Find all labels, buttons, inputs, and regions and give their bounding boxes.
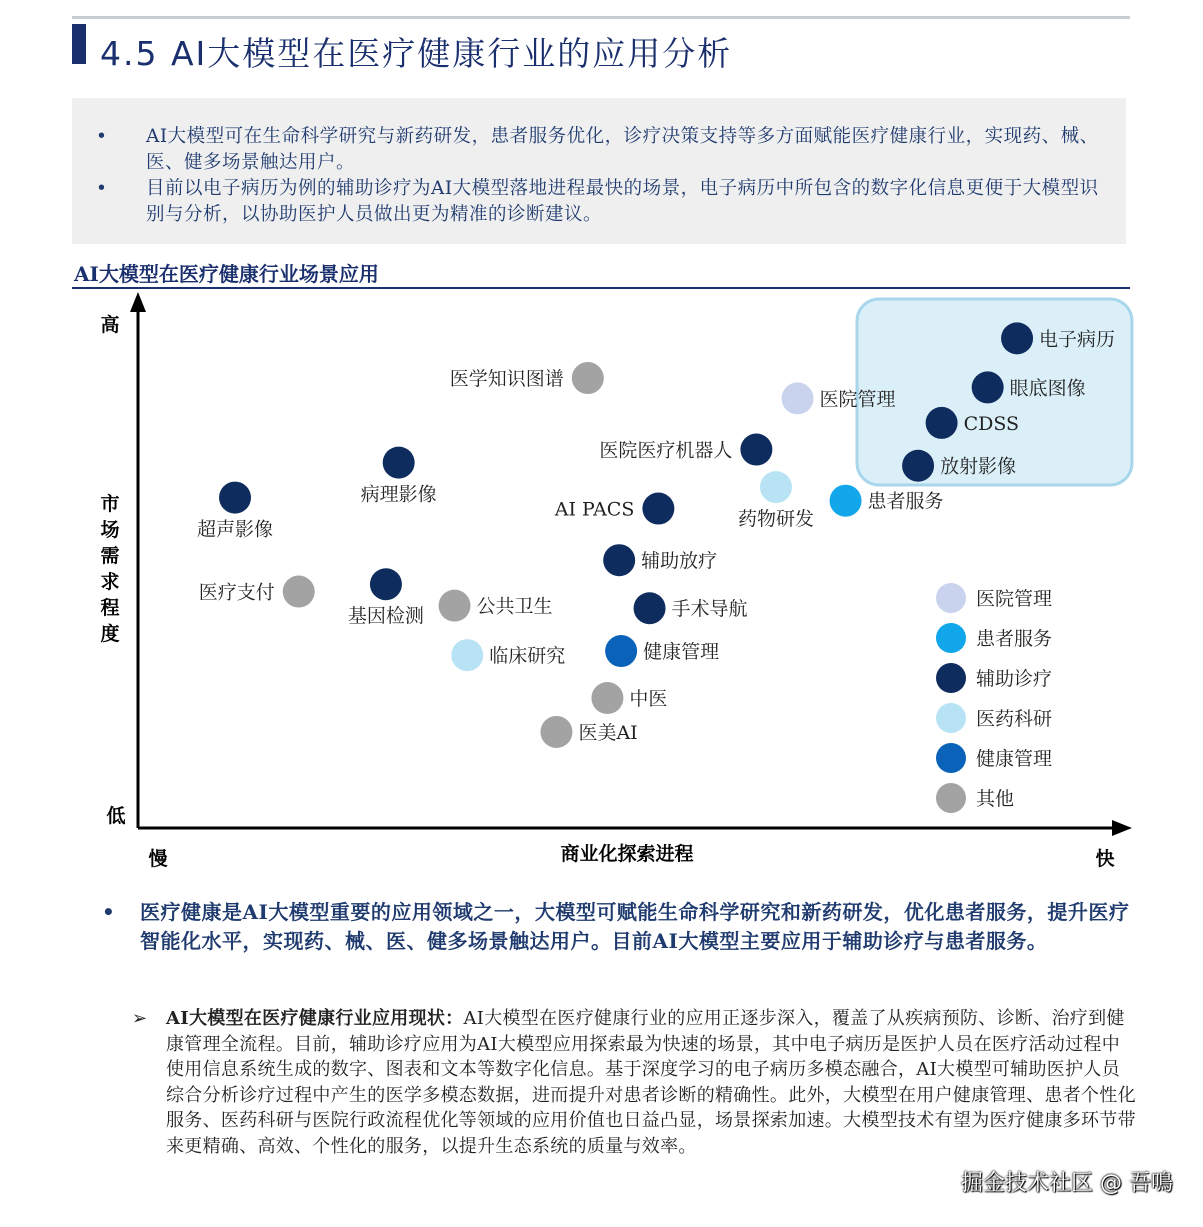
data-point-label: 医院管理 [819,388,896,411]
x-axis-title: 商业化探索进程 [560,843,694,865]
legend-label: 健康管理 [976,748,1053,770]
data-point-label: 医院医疗机器人 [599,439,733,462]
y-axis-title-char: 求 [100,571,120,593]
status-paragraph-body: AI大模型在医疗健康行业的应用正逐步深入，覆盖了从疾病预防、诊断、治疗到健康管理全流程。目前，辅助诊疗应用为AI大模型应用探索最为快速的场景，其中电子病历是医护人员在医疗活动过程中使用信息系统生成的数字、图表和文本等数字化信息。基于深度学习的电子病历多模态融合，AI大模型可辅助医护人员综合分析诊疗过程中产生的医学多模态数据，进而提升对患者诊断的精确性。此外，大模型在用户健康管理、患者个性化服务、医药科研与医院行政流程优化等领域的应用价值也日益凸显，场景探索加速。大模型技术有望为医疗健康多环节带来更精确、高效、个性化的服务，以提升生态系统的质量与效率。 [166,1008,1136,1157]
legend-label: 辅助诊疗 [976,668,1053,690]
legend-label: 患者服务 [976,628,1053,650]
data-point-label: 药物研发 [737,508,814,531]
y-high-label: 高 [100,314,120,336]
data-point [370,568,402,600]
legend-label: 医院管理 [976,588,1053,610]
y-axis-title-char: 场 [100,519,120,541]
y-axis-title-char: 需 [100,545,120,567]
legend [936,583,1052,813]
data-point [830,485,862,517]
status-paragraph-lead: AI大模型在医疗健康行业应用现状： [166,1008,464,1029]
summary-bullet-1: • AI大模型可在生命科学研究与新药研发，患者服务优化，诊疗决策支持等多方面赋能医疗健康行业，实现药、械、医、健多场景触达用户。 [146,124,1111,176]
data-point-label: 中医 [629,688,668,711]
y-low-label: 低 [106,805,126,827]
watermark: 掘金技术社区 @ 吾鳴 [961,1171,1173,1196]
data-point [1001,322,1033,354]
y-axis-title-char: 程 [100,597,120,619]
data-point-label: 基因检测 [347,605,424,628]
data-point-label: 眼底图像 [1009,377,1086,400]
legend-swatch [936,703,966,733]
data-point-label: AI PACS [554,498,635,521]
summary-bullet-2: • 目前以电子病历为例的辅助诊疗为AI大模型落地进程最快的场景，电子病历中所包含的数字化信息更便于大模型识别与分析，以协助医护人员做出更为精准的诊断建议。 [146,176,1111,228]
data-point-label: 临床研究 [489,645,566,668]
x-high-label: 快 [1095,848,1115,870]
y-axis-title [100,492,119,645]
y-axis-arrow-icon [130,292,146,312]
data-point [634,592,666,624]
data-point [642,493,674,525]
x-low-label: 慢 [148,848,168,870]
legend-label: 其他 [976,788,1015,810]
data-point [572,362,604,394]
data-point-label: 医学知识图谱 [449,368,564,391]
conclusion-bullet: • 医疗健康是AI大模型重要的应用领域之一，大模型可赋能生命科学研究和新药研发，优化患者服务，提升医疗智能化水平，实现药、械、医、健多场景触达用户。目前AI大模型主要应用于辅助诊疗与患者服务。 [140,898,1130,956]
data-point-label: 手术导航 [671,598,748,621]
x-axis-arrow-icon [1112,820,1132,836]
data-point [451,639,483,671]
data-point [591,682,623,714]
data-point-label: CDSS [963,412,1020,435]
data-point-label: 公共卫生 [476,595,553,618]
legend-swatch [936,663,966,693]
page-title: 4.5 AI大模型在医疗健康行业的应用分析 [100,34,733,73]
data-point [605,635,637,667]
data-point-label: 医疗支付 [198,581,275,604]
data-point [283,576,315,608]
data-point [782,382,814,414]
data-point [219,482,251,514]
data-point-label: 放射影像 [940,455,1017,478]
data-point-label: 病理影像 [360,483,437,506]
data-point-label: 健康管理 [643,641,720,664]
legend-swatch [936,743,966,773]
data-point [439,590,471,622]
section-title: AI大模型在医疗健康行业场景应用 [74,262,379,286]
legend-swatch [936,783,966,813]
y-axis-title-char: 度 [100,623,120,645]
data-point-label: 超声影像 [197,518,274,541]
data-point [972,371,1004,403]
data-point [740,434,772,466]
data-point [926,407,958,439]
legend-swatch [936,623,966,653]
legend-label: 医药科研 [976,708,1053,730]
data-point [540,716,572,748]
data-point-label: 辅助放疗 [641,550,718,573]
data-point-label: 患者服务 [867,490,944,513]
y-axis-title-char: 市 [100,493,120,515]
data-point-label: 医美AI [578,721,638,744]
status-paragraph [166,1006,1136,1159]
data-point [603,544,635,576]
data-point [902,450,934,482]
legend-swatch [936,583,966,613]
data-point-label: 电子病历 [1039,328,1116,351]
data-point [383,447,415,479]
data-point [760,471,792,503]
